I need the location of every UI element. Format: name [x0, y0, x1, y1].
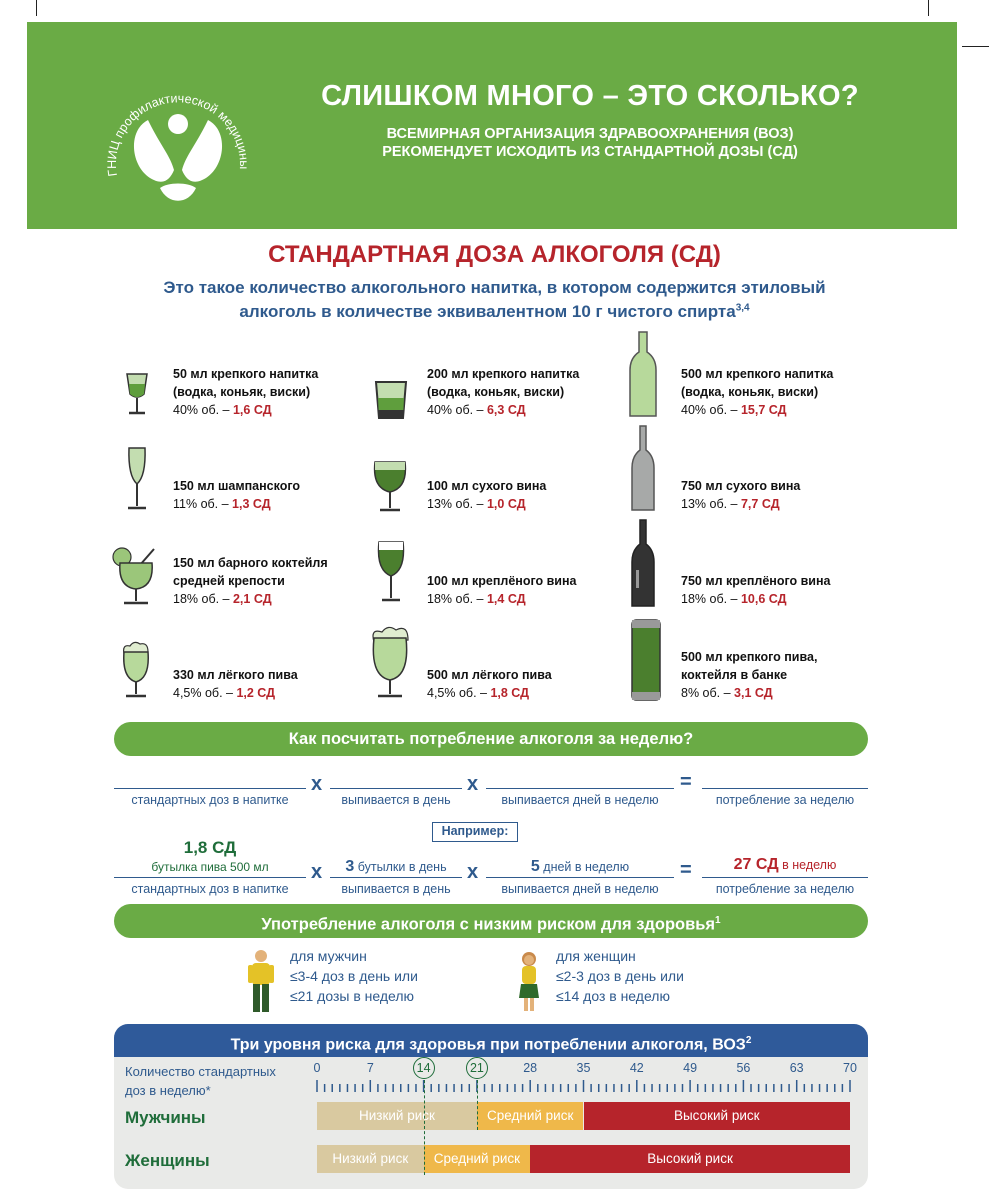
page-title: СЛИШКОМ МНОГО – ЭТО СКОЛЬКО?: [321, 80, 859, 112]
header-subtitle-line2: РЕКОМЕНДУЕТ ИСХОДИТЬ ИЗ СТАНДАРТНОЙ ДОЗЫ (СД): [382, 144, 798, 160]
formula-line: [114, 877, 306, 878]
threshold-dash: [424, 1080, 425, 1175]
tick-label: 56: [736, 1061, 751, 1075]
label-doses-in-drink: стандартных доз в напитке: [131, 882, 289, 896]
tick-label: 14: [416, 1061, 431, 1075]
tick-label: 42: [629, 1061, 644, 1075]
drink-item: 150 мл барного коктейля средней крепости 18% об. – 2,1 СД: [173, 556, 328, 606]
header-subtitle-line1: ВСЕМИРНАЯ ОРГАНИЗАЦИЯ ЗДРАВООХРАНЕНИЯ (ВОЗ): [386, 126, 794, 142]
shot-glass-icon: [124, 370, 150, 418]
tick-label: 63: [789, 1061, 804, 1075]
times-sign: x: [311, 861, 323, 883]
crop-mark: [962, 46, 989, 47]
formula-line: [486, 788, 674, 789]
standard-dose-description: Это такое количество алкогольного напитка, в котором содержится этиловый: [163, 278, 826, 297]
example-drink-label: бутылка пива 500 мл: [151, 860, 269, 874]
men-guideline: для мужчин ≤3-4 доз в день или ≤21 дозы в неделю: [290, 948, 418, 1004]
label-days-per-week: выпивается дней в неделю: [501, 793, 659, 807]
women-row-label: Женщины: [125, 1151, 210, 1170]
times-sign: x: [467, 773, 479, 795]
drink-item: 500 мл крепкого напитка (водка, коньяк, виски) 40% об. – 15,7 СД: [681, 367, 834, 417]
drink-item: 100 мл сухого вина 13% об. – 1,0 СД: [427, 479, 547, 511]
risk-segment: Средний риск: [477, 1102, 584, 1130]
formula-line: [114, 788, 306, 789]
standard-dose-description: алкоголь в количестве эквивалентном 10 г чистого спирта$^{3,4}$: [239, 302, 750, 321]
woman-icon: [516, 950, 542, 1012]
label-weekly-consumption: потребление за неделю: [715, 793, 855, 807]
label-per-day: выпивается в день: [341, 882, 451, 896]
drink-item: 750 мл сухого вина 13% об. – 7,7 СД: [681, 479, 801, 511]
drink-item: 200 мл крепкого напитка (водка, коньяк, виски) 40% об. – 6,3 СД: [427, 367, 580, 417]
formula-line: [702, 788, 868, 789]
risk-segment: Высокий риск: [584, 1102, 851, 1130]
weekly-calc-title: Как посчитать потребление алкоголя за неделю?: [114, 722, 868, 756]
champagne-glass-icon: [124, 446, 150, 512]
man-icon: [246, 948, 276, 1014]
risk-segment: Высокий риск: [530, 1145, 850, 1173]
tick-label: 0: [313, 1061, 321, 1075]
tick-circle: [413, 1057, 435, 1079]
tick-circle: [466, 1057, 488, 1079]
label-per-day: выпивается в день: [341, 793, 451, 807]
tick-label: 70: [843, 1061, 857, 1075]
drink-item: 50 мл крепкого напитка (водка, коньяк, виски) 40% об. – 1,6 СД: [173, 367, 319, 417]
formula-line: [330, 788, 462, 789]
threshold-dash: [477, 1080, 478, 1130]
risk-levels-title: Три уровня риска для здоровья при потреблении алкоголя, ВОЗ$^2$: [114, 1024, 868, 1057]
example-per-day: 3 бутылки в день: [345, 858, 447, 875]
drink-item: 500 мл крепкого пива, коктейля в банке 8% об. – 3,1 СД: [681, 650, 818, 700]
risk-segment: Средний риск: [424, 1145, 531, 1173]
crop-mark: [928, 0, 929, 16]
example-label: Например:: [432, 822, 518, 842]
tick-label: 21: [469, 1061, 484, 1075]
low-risk-title: Употребление алкоголя с низким риском для здоровья$^1$: [114, 904, 868, 938]
risk-segment: Низкий риск: [317, 1102, 477, 1130]
women-guideline: для женщин ≤2-3 доз в день или ≤14 доз в неделю: [556, 948, 684, 1004]
small-beer-glass-icon: [120, 640, 152, 702]
men-row-label: Мужчины: [125, 1108, 206, 1127]
tick-label: 49: [683, 1061, 698, 1075]
label-doses-in-drink: стандартных доз в напитке: [131, 793, 289, 807]
example-days-per-week: 5 дней в неделю: [530, 858, 630, 875]
drink-item: 100 мл креплёного вина 18% об. – 1,4 СД: [427, 574, 577, 606]
risk-segment: Низкий риск: [317, 1145, 424, 1173]
cocktail-glass-icon: [112, 545, 160, 607]
drink-item: 500 мл лёгкого пива 4,5% об. – 1,8 СД: [427, 668, 552, 700]
drink-item: 150 мл шампанского 11% об. – 1,3 СД: [173, 479, 301, 511]
example-dose-value: 1,8 СД: [183, 838, 237, 857]
times-sign: x: [467, 861, 479, 883]
dose-scale: [312, 1078, 858, 1094]
equals-sign: =: [680, 859, 692, 881]
tick-label: 28: [523, 1061, 538, 1075]
logo-text: ГНИЦ профилактической медицины: [104, 91, 252, 178]
tick-label: 35: [576, 1061, 591, 1075]
axis-label: Количество стандартных доз в неделю*: [125, 1064, 276, 1098]
label-weekly-consumption: потребление за неделю: [715, 882, 855, 896]
drink-item: 330 мл лёгкого пива 4,5% об. – 1,2 СД: [173, 668, 298, 700]
drink-item: 750 мл креплёного вина 18% об. – 10,6 СД: [681, 574, 831, 606]
times-sign: x: [311, 773, 323, 795]
svg-text:ГНИЦ профилактической медицины: [105, 91, 251, 177]
tick-label: 7: [366, 1061, 374, 1075]
equals-sign: =: [680, 771, 692, 793]
standard-dose-title: СТАНДАРТНАЯ ДОЗА АЛКОГОЛЯ (СД): [268, 241, 721, 268]
formula-line: [330, 877, 462, 878]
label-days-per-week: выпивается дней в неделю: [501, 882, 659, 896]
example-weekly-total: 27 СД в неделю: [733, 856, 837, 873]
gnic-logo: [88, 60, 268, 240]
formula-line: [486, 877, 674, 878]
crop-mark: [36, 0, 37, 16]
formula-line: [702, 877, 868, 878]
